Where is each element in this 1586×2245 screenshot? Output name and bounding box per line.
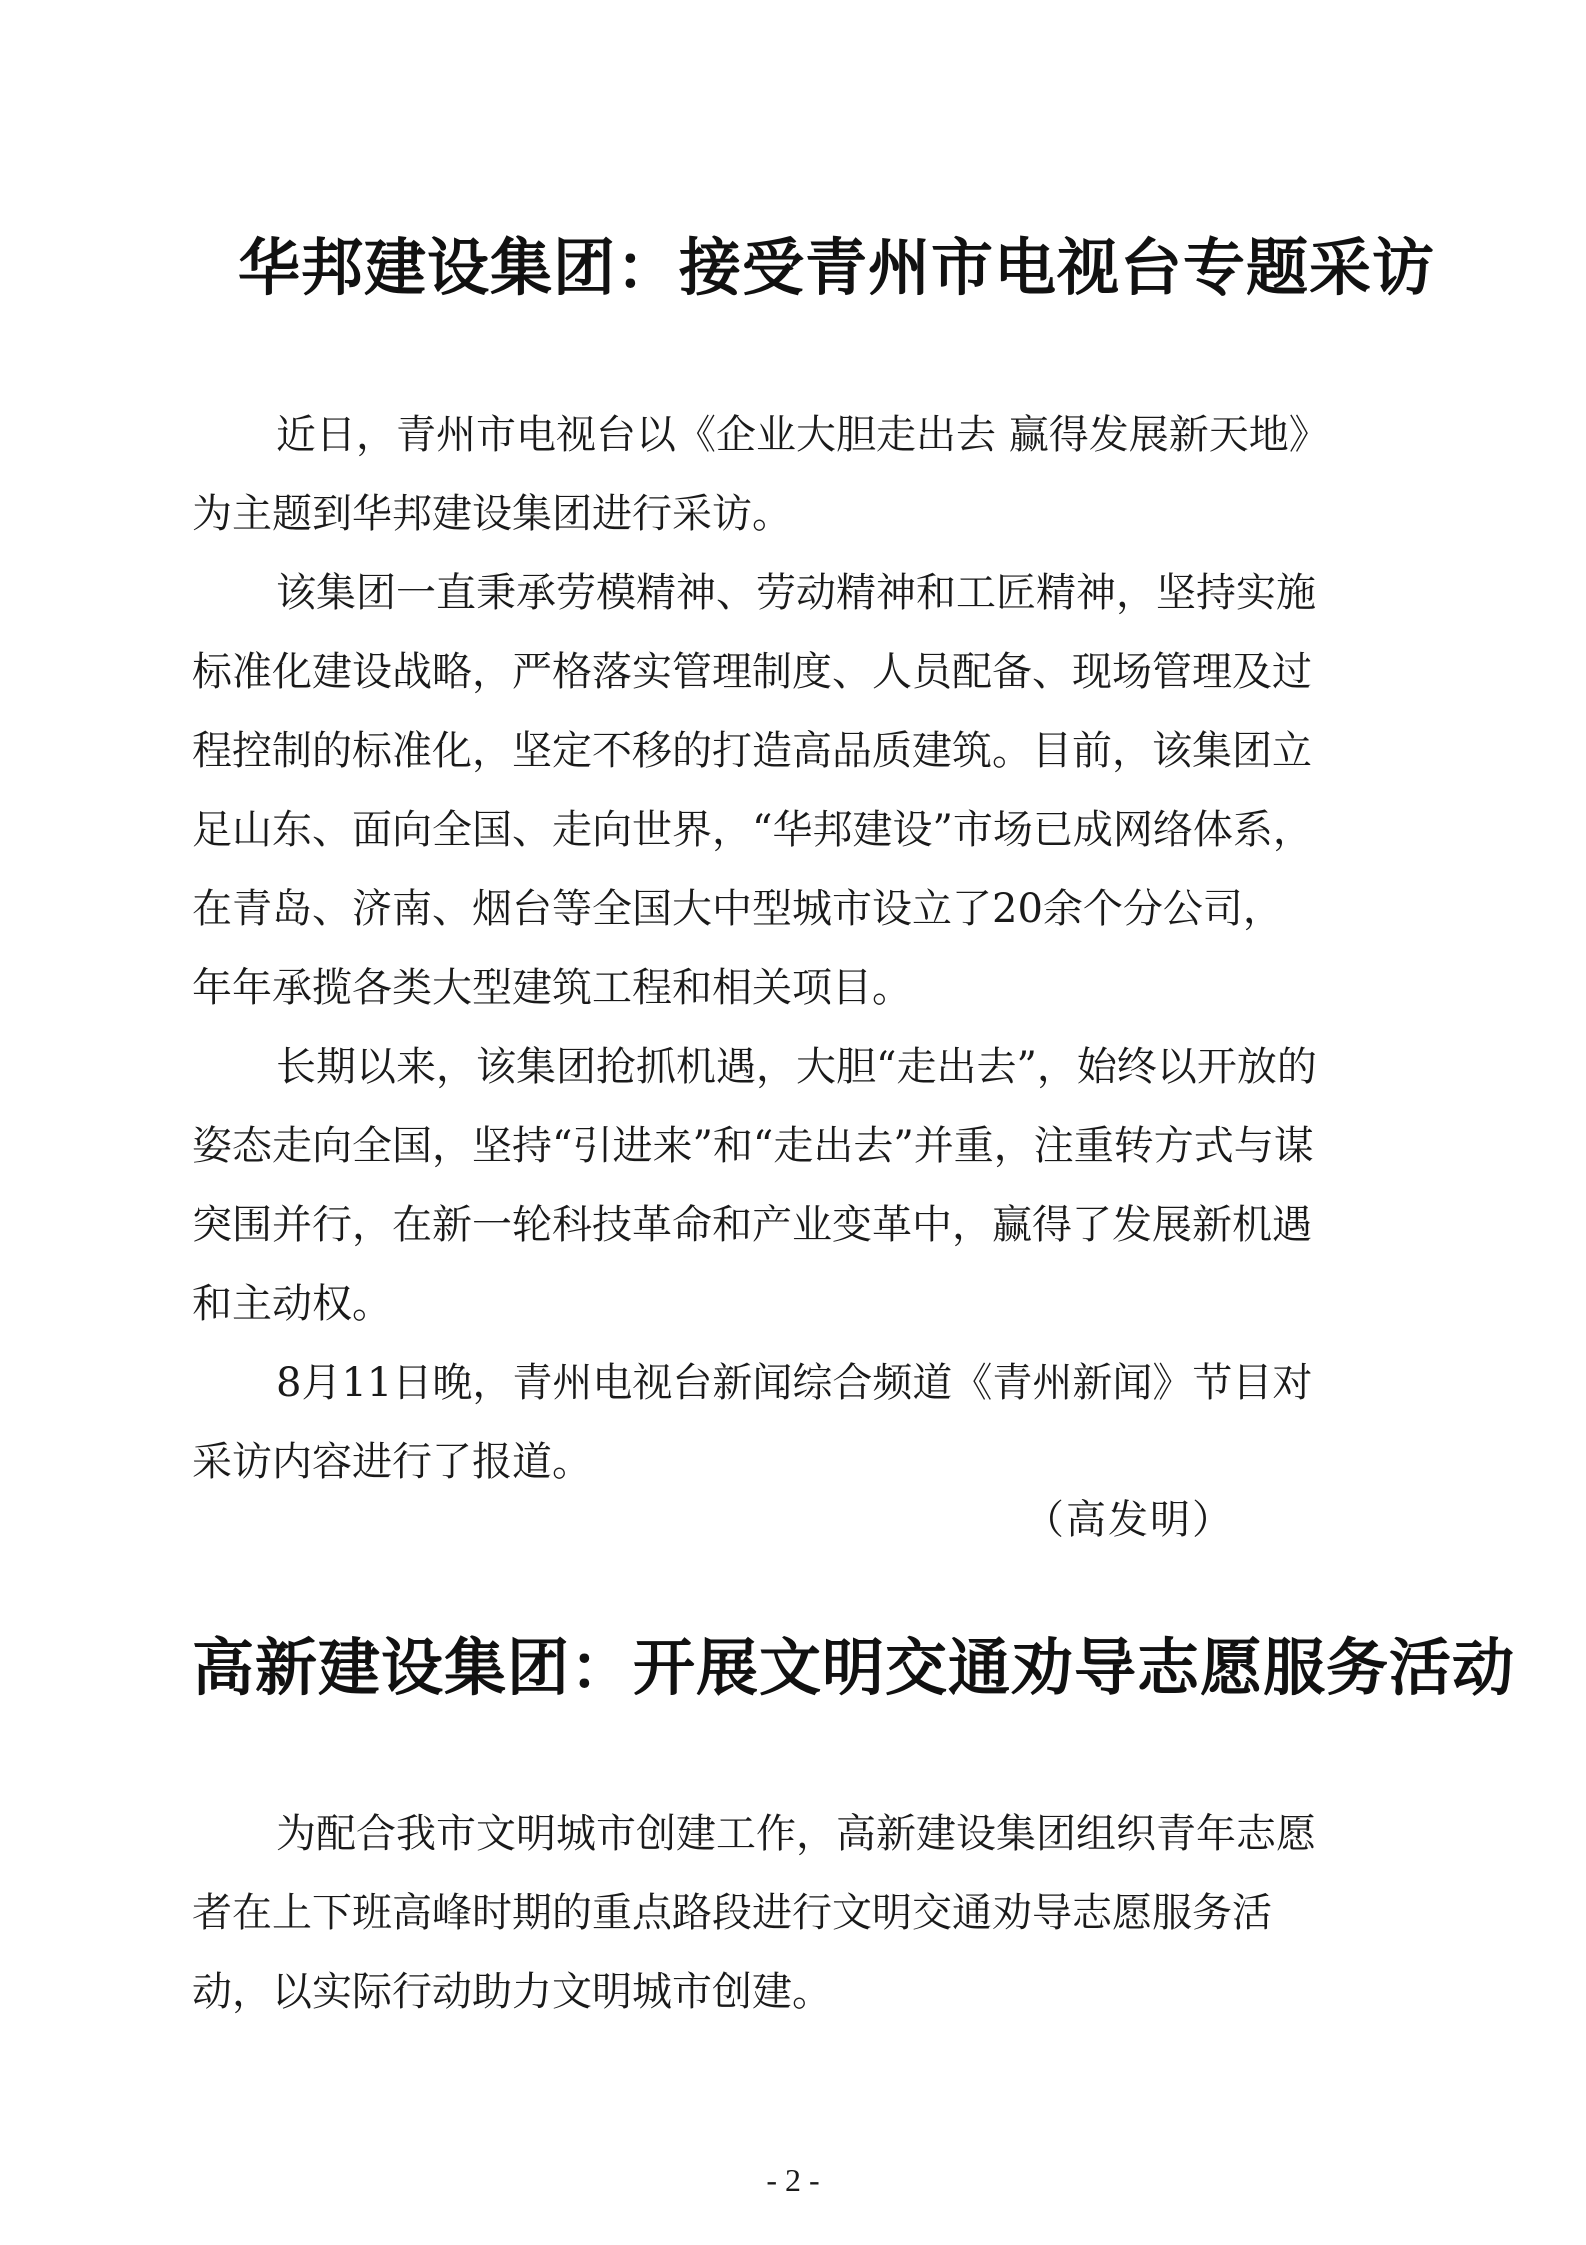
- article-2-title: 高新建设集团：开展文明交通劝导志愿服务活动: [192, 1631, 1516, 1704]
- article-2-line: 者在上下班高峰时期的重点路段进行文明交通劝导志愿服务活: [192, 1890, 1272, 1936]
- article-1-line: 该集团一直秉承劳模精神、劳动精神和工匠精神，坚持实施: [276, 570, 1316, 616]
- article-1-byline: （高发明）: [1024, 1497, 1234, 1543]
- article-1-line: 采访内容进行了报道。: [192, 1439, 592, 1485]
- article-1-line: 长期以来，该集团抢抓机遇，大胆“走出去”，始终以开放的: [276, 1044, 1317, 1090]
- article-1-line: 姿态走向全国，坚持“引进来”和“走出去”并重，注重转方式与谋: [192, 1123, 1314, 1169]
- article-1-line: 年年承揽各类大型建筑工程和相关项目。: [192, 965, 912, 1011]
- article-1-line: 标准化建设战略，严格落实管理制度、人员配备、现场管理及过: [192, 649, 1312, 695]
- article-1-line: 足山东、面向全国、走向世界，“华邦建设”市场已成网络体系，: [192, 807, 1313, 853]
- article-1-line: 近日，青州市电视台以《企业大胆走出去 赢得发展新天地》: [276, 412, 1329, 458]
- article-1-line: 突围并行，在新一轮科技革命和产业变革中，赢得了发展新机遇: [192, 1202, 1312, 1248]
- article-2-line: 为配合我市文明城市创建工作，高新建设集团组织青年志愿: [276, 1811, 1316, 1857]
- article-1-line: 和主动权。: [192, 1281, 392, 1327]
- article-1-line: 8月11日晚，青州电视台新闻综合频道《青州新闻》节目对: [276, 1360, 1313, 1406]
- article-1-line: 为主题到华邦建设集团进行采访。: [192, 491, 792, 537]
- article-2-line: 动，以实际行动助力文明城市创建。: [192, 1969, 832, 2015]
- page-number: - 2 -: [766, 2162, 820, 2198]
- article-1-line: 程控制的标准化，坚定不移的打造高品质建筑。目前，该集团立: [192, 728, 1312, 774]
- article-1-title: 华邦建设集团：接受青州市电视台专题采访: [238, 231, 1436, 304]
- article-1-line: 在青岛、济南、烟台等全国大中型城市设立了20余个分公司，: [192, 886, 1283, 932]
